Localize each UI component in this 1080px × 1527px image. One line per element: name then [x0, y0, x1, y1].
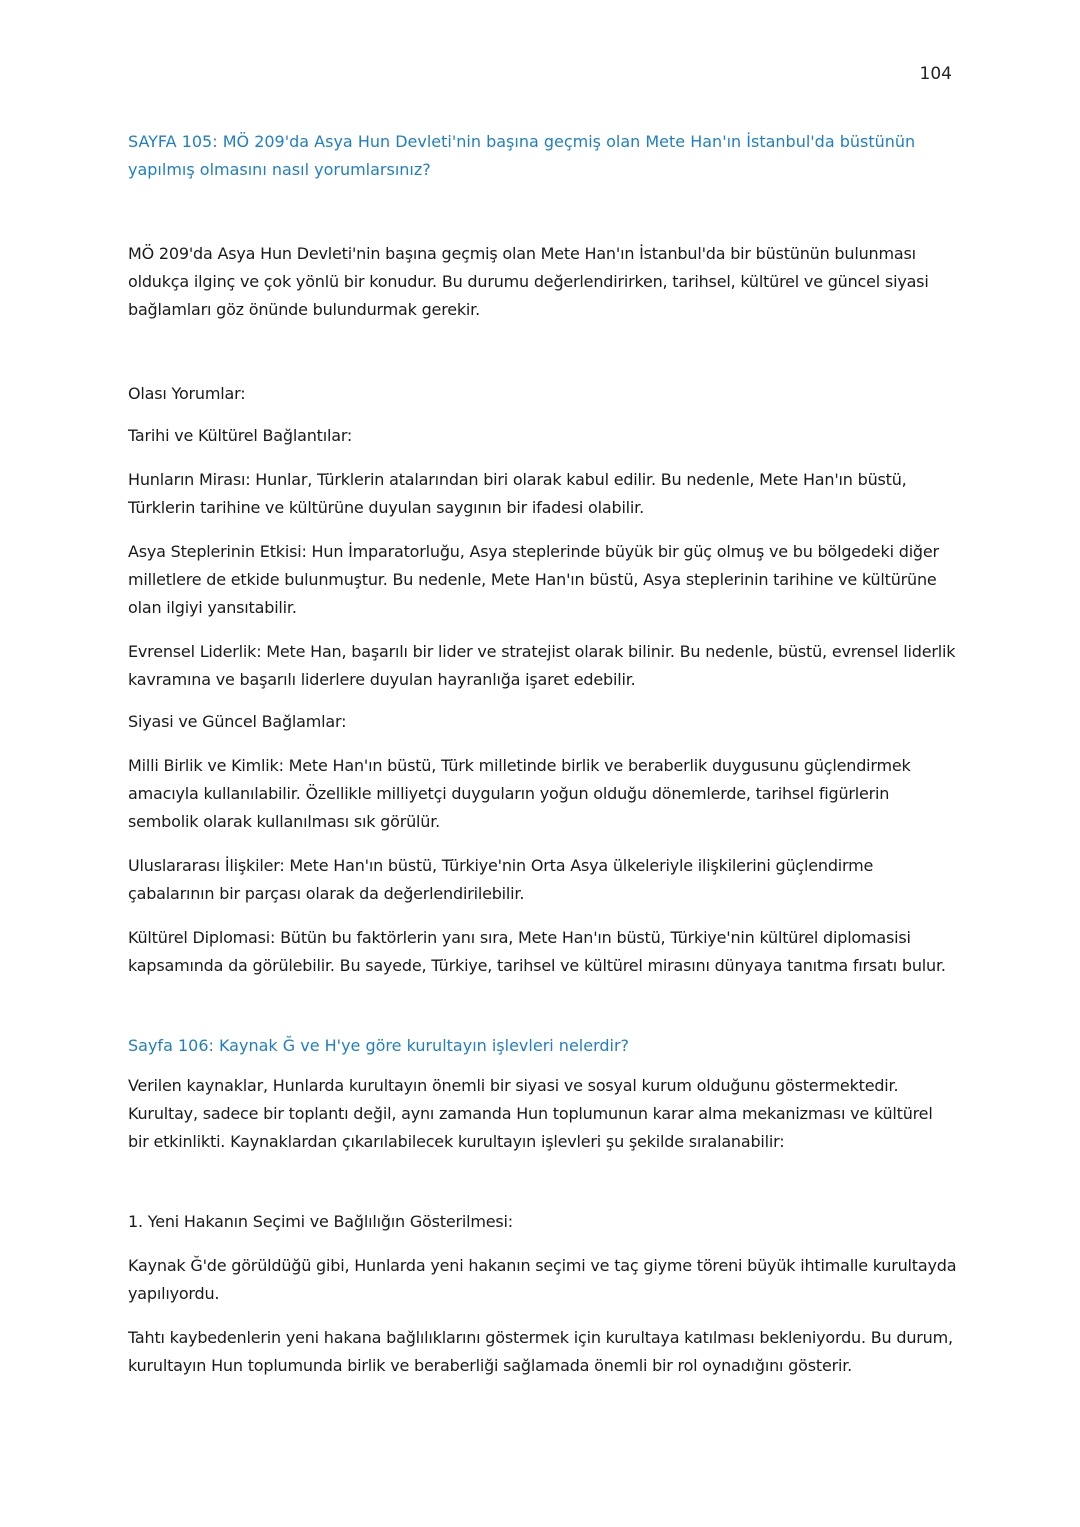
item1-heading: 1. Yeni Hakanın Seçimi ve Bağlılığın Gösterilmesi: — [128, 1212, 513, 1231]
page-content — [128, 128, 958, 1380]
item1-paragraph-1: Kaynak Ğ'de görüldüğü gibi, Hunlarda yeni hakanın seçimi ve taç giyme töreni büyük ihtimalle kurultayda yapılıyordu. — [128, 1256, 957, 1303]
item1-paragraph-2: Tahtı kaybedenlerin yeni hakana bağlılıklarını göstermek için kurultaya katılması bekleniyordu. Bu durum, kurultayın Hun toplumunda birlik ve beraberliği sağlamada önemli bir rol oynadığını gösterir. — [128, 1328, 953, 1375]
asya-stepleri-paragraph: Asya Steplerinin Etkisi: Hun İmparatorluğu, Asya steplerinde büyük bir güç olmuş ve bu bölgedeki diğer milletlere de etkide bulunmuştur. Bu nedenle, Mete Han'ın büstü, Asya steplerinin tarihine ve kültürüne olan ilgiyi yansıtabilir. — [128, 542, 939, 617]
siyasi-guncel-heading: Siyasi ve Güncel Bağlamlar: — [128, 712, 347, 731]
question-heading-sayfa-106: Sayfa 106: Kaynak Ğ ve H'ye göre kurultayın işlevleri nelerdir? — [128, 1036, 630, 1055]
intro-paragraph: MÖ 209'da Asya Hun Devleti'nin başına geçmiş olan Mete Han'ın İstanbul'da bir büstünün bulunması oldukça ilginç ve çok yönlü bir konudur. Bu durumu değerlendirirken, tarihsel, kültürel ve güncel siyasi bağlamları göz önünde bulundurmak gerekir. — [128, 244, 929, 319]
page-number: 104 — [919, 64, 952, 84]
olasi-yorumlar-label: Olası Yorumlar: — [128, 384, 246, 403]
kurultay-intro-paragraph: Verilen kaynaklar, Hunlarda kurultayın önemli bir siyasi ve sosyal kurum olduğunu göstermektedir. Kurultay, sadece bir toplantı değil, aynı zamanda Hun toplumunun karar alma mekanizması ve kültürel bir etkinlikti. Kaynaklardan çıkarılabilecek kurultayın işlevleri şu şekilde sıralanabilir: — [128, 1076, 933, 1151]
tarihi-kulturel-heading: Tarihi ve Kültürel Bağlantılar: — [128, 426, 353, 445]
hunlarin-mirasi-paragraph: Hunların Mirası: Hunlar, Türklerin atalarından biri olarak kabul edilir. Bu nedenle, Mete Han'ın büstü, Türklerin tarihine ve kültürüne duyulan saygının bir ifadesi olabilir. — [128, 470, 907, 517]
question-heading-sayfa-105: SAYFA 105: MÖ 209'da Asya Hun Devleti'nin başına geçmiş olan Mete Han'ın İstanbul'da büstünün yapılmış olmasını nasıl yorumlarsınız? — [128, 132, 916, 179]
milli-birlik-paragraph: Milli Birlik ve Kimlik: Mete Han'ın büstü, Türk milletinde birlik ve beraberlik duygusunu güçlendirmek amacıyla kullanılabilir. Özellikle milliyetçi duyguların yoğun olduğu dönemlerde, tarihsel figürlerin sembolik olarak kullanılması sık görülür. — [128, 756, 911, 831]
uluslararasi-iliskiler-paragraph: Uluslararası İlişkiler: Mete Han'ın büstü, Türkiye'nin Orta Asya ülkeleriyle ilişkilerini güçlendirme çabalarının bir parçası olarak da değerlendirilebilir. — [128, 856, 874, 903]
kulturel-diplomasi-paragraph: Kültürel Diplomasi: Bütün bu faktörlerin yanı sıra, Mete Han'ın büstü, Türkiye'nin kültürel diplomasisi kapsamında da görülebilir. Bu sayede, Türkiye, tarihsel ve kültürel mirasını dünyaya tanıtma fırsatı bulur. — [128, 928, 946, 975]
evrensel-liderlik-paragraph: Evrensel Liderlik: Mete Han, başarılı bir lider ve stratejist olarak bilinir. Bu nedenle, büstü, evrensel liderlik kavramına ve başarılı liderlere duyulan hayranlığa işaret edebilir. — [128, 642, 956, 689]
